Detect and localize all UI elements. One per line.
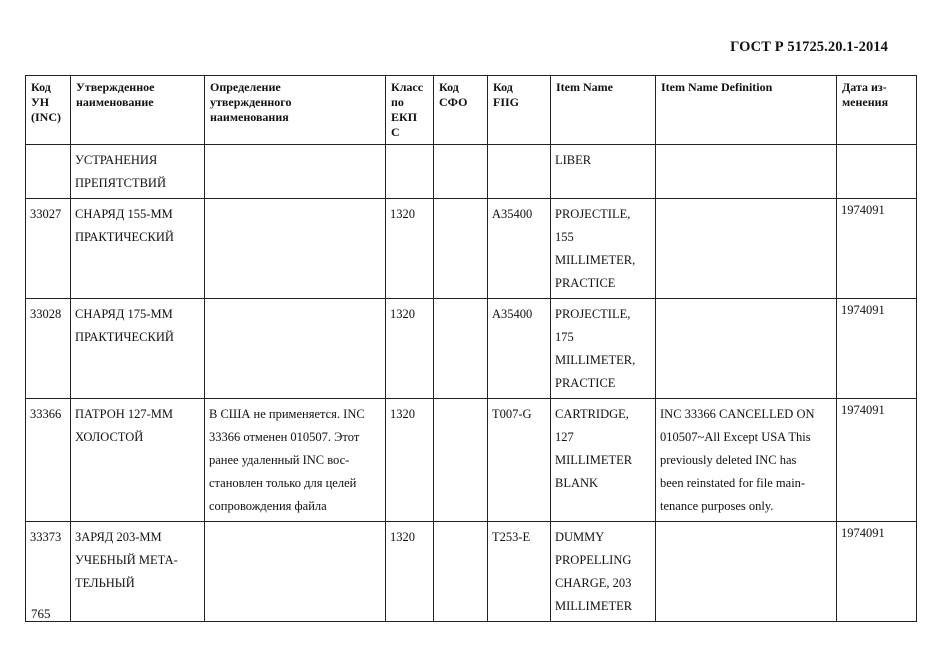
cell-code: 33027 <box>26 199 71 299</box>
cell-item-name: LIBER <box>551 145 656 199</box>
cell-fiig: A35400 <box>488 299 551 399</box>
cell-class <box>386 145 434 199</box>
header-item-name-definition: Item Name Definition <box>656 76 837 145</box>
cell-date: 1974091 <box>837 199 917 299</box>
cell-class: 1320 <box>386 399 434 522</box>
cell-item-definition <box>656 522 837 622</box>
cell-definition <box>205 299 386 399</box>
cell-item-name: DUMMY PROPELLING CHARGE, 203 MILLIMETER <box>551 522 656 622</box>
cell-code: 33366 <box>26 399 71 522</box>
cell-item-definition <box>656 199 837 299</box>
cell-code: 33373 <box>26 522 71 622</box>
header-code-fiig: Код FIIG <box>488 76 551 145</box>
cell-fiig: T007-G <box>488 399 551 522</box>
cell-sfo <box>434 522 488 622</box>
cell-fiig: T253-E <box>488 522 551 622</box>
cell-fiig <box>488 145 551 199</box>
header-code-un: Код УН (INC) <box>26 76 71 145</box>
cell-date: 1974091 <box>837 299 917 399</box>
table-row <box>26 145 917 199</box>
cell-definition <box>205 522 386 622</box>
cell-name: ЗАРЯД 203-ММ УЧЕБНЫЙ МЕТА- ТЕЛЬНЫЙ <box>71 522 205 622</box>
table-row <box>26 199 917 299</box>
table-row <box>26 299 917 399</box>
cell-item-definition <box>656 299 837 399</box>
cell-code: 33028 <box>26 299 71 399</box>
cell-name: УСТРАНЕНИЯ ПРЕПЯТСТВИЙ <box>71 145 205 199</box>
table-row <box>26 522 917 622</box>
classification-table <box>25 75 917 622</box>
cell-definition <box>205 145 386 199</box>
header-code-sfo: Код СФО <box>434 76 488 145</box>
cell-item-name: PROJECTILE, 155 MILLIMETER, PRACTICE <box>551 199 656 299</box>
cell-date: 1974091 <box>837 399 917 522</box>
cell-date: 1974091 <box>837 522 917 622</box>
cell-name: СНАРЯД 175-ММ ПРАКТИЧЕСКИЙ <box>71 299 205 399</box>
cell-fiig: A35400 <box>488 199 551 299</box>
header-class-ekps: Класс по ЕКП С <box>386 76 434 145</box>
header-approved-name: Утвержденное наименование <box>71 76 205 145</box>
cell-sfo <box>434 199 488 299</box>
cell-definition: В США не применяется. INC 33366 отменен 010507. Этот ранее удаленный INC вос- становлен только для целей сопровождения файла <box>205 399 386 522</box>
page-number: 765 <box>31 606 51 621</box>
cell-class: 1320 <box>386 299 434 399</box>
header-definition: Определение утвержденного наименования <box>205 76 386 145</box>
cell-name: ПАТРОН 127-ММ ХОЛОСТОЙ <box>71 399 205 522</box>
cell-item-definition: INC 33366 CANCELLED ON 010507~All Except USA This previously deleted INC has been reinstated for file main- tenance purposes only. <box>656 399 837 522</box>
header-item-name: Item Name <box>551 76 656 145</box>
cell-class: 1320 <box>386 199 434 299</box>
cell-sfo <box>434 145 488 199</box>
cell-class: 1320 <box>386 522 434 622</box>
cell-item-name: CARTRIDGE, 127 MILLIMETER BLANK <box>551 399 656 522</box>
standard-code: ГОСТ Р 51725.20.1-2014 <box>730 39 888 55</box>
cell-code <box>26 145 71 199</box>
header-change-date: Дата из- менения <box>837 76 917 145</box>
cell-definition <box>205 199 386 299</box>
table-row <box>26 399 917 522</box>
cell-date <box>837 145 917 199</box>
cell-item-name: PROJECTILE, 175 MILLIMETER, PRACTICE <box>551 299 656 399</box>
cell-sfo <box>434 399 488 522</box>
table-header-row <box>26 76 917 145</box>
cell-name: СНАРЯД 155-ММ ПРАКТИЧЕСКИЙ <box>71 199 205 299</box>
cell-sfo <box>434 299 488 399</box>
cell-item-definition <box>656 145 837 199</box>
